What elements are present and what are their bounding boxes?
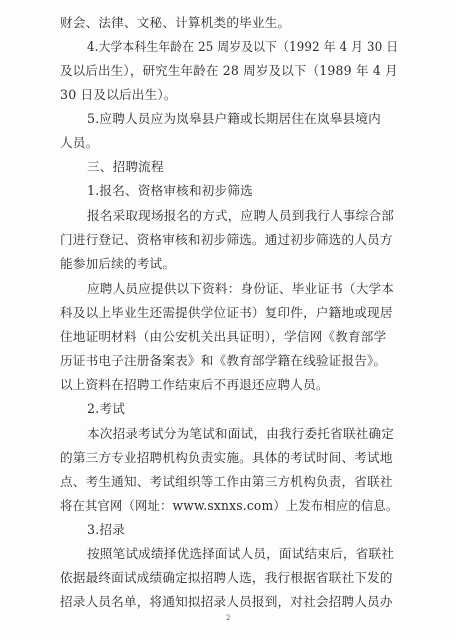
text-line: 以上资料在招聘工作结束后不再退还应聘人员。 — [60, 377, 329, 392]
text-line: 招录人员名单，将通知拟招录人员报到，对社会招聘人员办 — [60, 594, 393, 609]
text-line: 本次招录考试分为笔试和面试，由我行委托省联社确定 — [87, 426, 395, 441]
text-line: 点、考生通知、考试组织等工作由第三方机构负责，省联社 — [60, 474, 393, 489]
subsection-heading: 3.招录 — [87, 522, 126, 537]
text-line: 应聘人员应提供以下资料：身份证、毕业证书（大学本 — [87, 281, 395, 296]
text-line: 依据最终面试成绩确定拟招聘人选，我行根据省联社下发的 — [60, 570, 393, 585]
text-line: 报名采取现场报名的方式，应聘人员到我行人事综合部 — [87, 208, 395, 223]
text-line: 住地证明材料（由公安机关出具证明），学信网《教育部学 — [60, 329, 387, 344]
text-line: 历证书电子注册备案表》和《教育部学籍在线验证报告》。 — [60, 353, 387, 368]
text-line: 按照笔试成绩择优选择面试人员，面试结束后，省联社 — [87, 546, 395, 561]
subsection-heading: 1.报名、资格审核和初步筛选 — [87, 183, 253, 198]
text-line: 的第三方专业招聘机构负责实施。具体的考试时间、考试地 — [60, 450, 393, 465]
text-line: 4.大学本科生年龄在 25 周岁及以下（1992 年 4 月 30 日 — [87, 39, 399, 54]
text-line: 5.应聘人员应为岚皋县户籍或长期居住在岚皋县境内 — [87, 111, 381, 126]
text-line: 门进行登记、资格审核和初步筛选。通过初步筛选的人员方 — [60, 232, 393, 247]
text-line: 人员。 — [60, 135, 99, 150]
text-line: 将在其官网（网址：www.sxnxs.com）上发布相应的信息。 — [60, 498, 399, 513]
text-line: 30 日及以后出生）。 — [60, 87, 177, 102]
text-line: 科及以上毕业生还需提供学位证书）复印件，户籍地或现居 — [60, 305, 393, 320]
text-line: 及以后出生），研究生年龄在 28 周岁及以下（1989 年 4 月 — [60, 63, 398, 78]
page-number: 2 — [226, 614, 231, 622]
text-line: 能参加后续的考试。 — [60, 256, 176, 271]
text-line: 财会、法律、文秘、计算机类的毕业生。 — [60, 15, 291, 30]
subsection-heading: 2.考试 — [87, 401, 126, 416]
section-heading: 三、招聘流程 — [87, 159, 164, 174]
